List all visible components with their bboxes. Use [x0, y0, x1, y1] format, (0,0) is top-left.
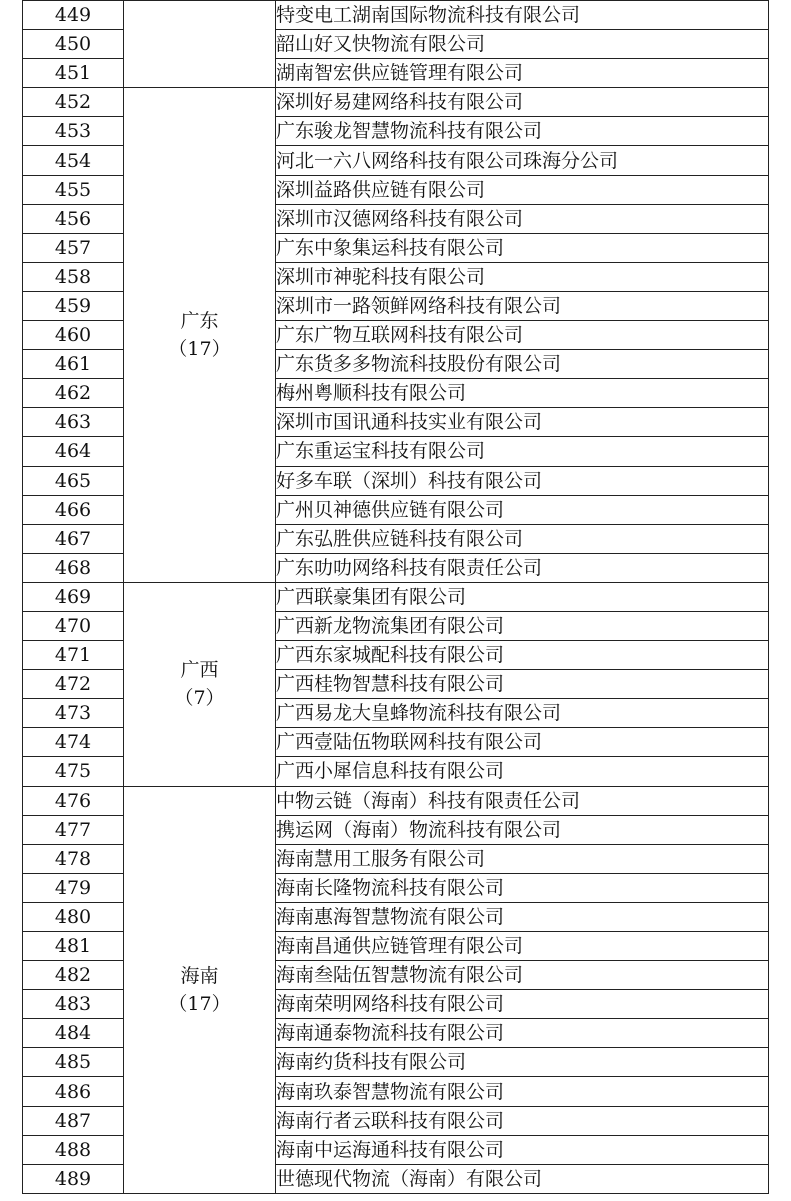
company-name-cell: 韶山好又快物流有限公司 — [276, 30, 769, 59]
company-name-cell: 广东叻叻网络科技有限责任公司 — [276, 553, 769, 582]
company-name-cell: 好多车联（深圳）科技有限公司 — [276, 466, 769, 495]
company-name-cell: 中物云链（海南）科技有限责任公司 — [276, 786, 769, 815]
serial-number-cell: 481 — [23, 932, 124, 961]
serial-number-cell: 462 — [23, 379, 124, 408]
serial-number-cell: 449 — [23, 1, 124, 30]
company-name-cell: 海南惠海智慧物流有限公司 — [276, 902, 769, 931]
company-name-cell: 广东中象集运科技有限公司 — [276, 233, 769, 262]
serial-number-cell: 476 — [23, 786, 124, 815]
serial-number-cell: 463 — [23, 408, 124, 437]
serial-number-cell: 471 — [23, 641, 124, 670]
company-name-cell: 海南中运海通科技有限公司 — [276, 1135, 769, 1164]
serial-number-cell: 484 — [23, 1019, 124, 1048]
company-name-cell: 海南荣明网络科技有限公司 — [276, 990, 769, 1019]
serial-number-cell: 474 — [23, 728, 124, 757]
serial-number-cell: 483 — [23, 990, 124, 1019]
province-count: （17） — [168, 992, 231, 1015]
company-name-cell: 深圳市神驼科技有限公司 — [276, 262, 769, 291]
serial-number-cell: 454 — [23, 146, 124, 175]
company-name-cell: 广西桂物智慧科技有限公司 — [276, 670, 769, 699]
serial-number-cell: 455 — [23, 175, 124, 204]
serial-number-cell: 461 — [23, 350, 124, 379]
serial-number-cell: 457 — [23, 233, 124, 262]
province-name: 广西 — [180, 659, 219, 682]
company-name-cell: 广东骏龙智慧物流科技有限公司 — [276, 117, 769, 146]
company-name-cell: 深圳市一路领鲜网络科技有限公司 — [276, 291, 769, 320]
company-name-cell: 海南昌通供应链管理有限公司 — [276, 932, 769, 961]
serial-number-cell: 482 — [23, 961, 124, 990]
province-name: 海南 — [180, 964, 219, 987]
company-name-cell: 携运网（海南）物流科技有限公司 — [276, 815, 769, 844]
serial-number-cell: 452 — [23, 88, 124, 117]
company-name-cell: 广西东家城配科技有限公司 — [276, 641, 769, 670]
serial-number-cell: 465 — [23, 466, 124, 495]
serial-number-cell: 469 — [23, 582, 124, 611]
serial-number-cell: 485 — [23, 1048, 124, 1077]
serial-number-cell: 473 — [23, 699, 124, 728]
province-cell — [124, 88, 276, 583]
company-name-cell: 广州贝神德供应链有限公司 — [276, 495, 769, 524]
serial-number-cell: 488 — [23, 1135, 124, 1164]
table-row — [23, 88, 769, 117]
company-name-cell: 广西新龙物流集团有限公司 — [276, 611, 769, 640]
serial-number-cell: 489 — [23, 1164, 124, 1193]
serial-number-cell: 478 — [23, 844, 124, 873]
company-name-cell: 海南玖泰智慧物流有限公司 — [276, 1077, 769, 1106]
serial-number-cell: 453 — [23, 117, 124, 146]
company-name-cell: 广东广物互联网科技有限公司 — [276, 321, 769, 350]
company-name-cell: 梅州粤顺科技有限公司 — [276, 379, 769, 408]
company-name-cell: 海南通泰物流科技有限公司 — [276, 1019, 769, 1048]
serial-number-cell: 487 — [23, 1106, 124, 1135]
province-count: （7） — [174, 687, 225, 710]
company-name-cell: 海南慧用工服务有限公司 — [276, 844, 769, 873]
company-name-cell: 河北一六八网络科技有限公司珠海分公司 — [276, 146, 769, 175]
serial-number-cell: 480 — [23, 902, 124, 931]
company-name-cell: 世德现代物流（海南）有限公司 — [276, 1164, 769, 1193]
serial-number-cell: 460 — [23, 321, 124, 350]
company-name-cell: 深圳市汉德网络科技有限公司 — [276, 204, 769, 233]
serial-number-cell: 470 — [23, 611, 124, 640]
province-cell — [124, 1, 276, 88]
serial-number-cell: 459 — [23, 291, 124, 320]
province-cell — [124, 582, 276, 786]
company-name-cell: 广西小犀信息科技有限公司 — [276, 757, 769, 786]
serial-number-cell: 458 — [23, 262, 124, 291]
company-name-cell: 广西易龙大皇蜂物流科技有限公司 — [276, 699, 769, 728]
company-name-cell: 特变电工湖南国际物流科技有限公司 — [276, 1, 769, 30]
province-name: 广东 — [180, 310, 219, 333]
serial-number-cell: 479 — [23, 873, 124, 902]
company-name-cell: 深圳市国讯通科技实业有限公司 — [276, 408, 769, 437]
serial-number-cell: 450 — [23, 30, 124, 59]
company-name-cell: 广西壹陆伍物联网科技有限公司 — [276, 728, 769, 757]
serial-number-cell: 464 — [23, 437, 124, 466]
table-row — [23, 786, 769, 815]
company-name-cell: 深圳益路供应链有限公司 — [276, 175, 769, 204]
serial-number-cell: 456 — [23, 204, 124, 233]
table-row — [23, 1, 769, 30]
company-name-cell: 海南长隆物流科技有限公司 — [276, 873, 769, 902]
company-list-body — [23, 1, 769, 1194]
serial-number-cell: 451 — [23, 59, 124, 88]
company-name-cell: 深圳好易建网络科技有限公司 — [276, 88, 769, 117]
company-name-cell: 海南约货科技有限公司 — [276, 1048, 769, 1077]
company-name-cell: 海南叁陆伍智慧物流有限公司 — [276, 961, 769, 990]
serial-number-cell: 477 — [23, 815, 124, 844]
serial-number-cell: 472 — [23, 670, 124, 699]
serial-number-cell: 467 — [23, 524, 124, 553]
company-name-cell: 广东重运宝科技有限公司 — [276, 437, 769, 466]
serial-number-cell: 486 — [23, 1077, 124, 1106]
company-name-cell: 广西联豪集团有限公司 — [276, 582, 769, 611]
serial-number-cell: 468 — [23, 553, 124, 582]
province-count: （17） — [168, 338, 231, 361]
company-name-cell: 广东货多多物流科技股份有限公司 — [276, 350, 769, 379]
serial-number-cell: 475 — [23, 757, 124, 786]
province-cell — [124, 786, 276, 1193]
company-name-cell: 广东弘胜供应链科技有限公司 — [276, 524, 769, 553]
company-name-cell: 海南行者云联科技有限公司 — [276, 1106, 769, 1135]
serial-number-cell: 466 — [23, 495, 124, 524]
company-list-table — [22, 0, 769, 1194]
table-row — [23, 582, 769, 611]
company-name-cell: 湖南智宏供应链管理有限公司 — [276, 59, 769, 88]
